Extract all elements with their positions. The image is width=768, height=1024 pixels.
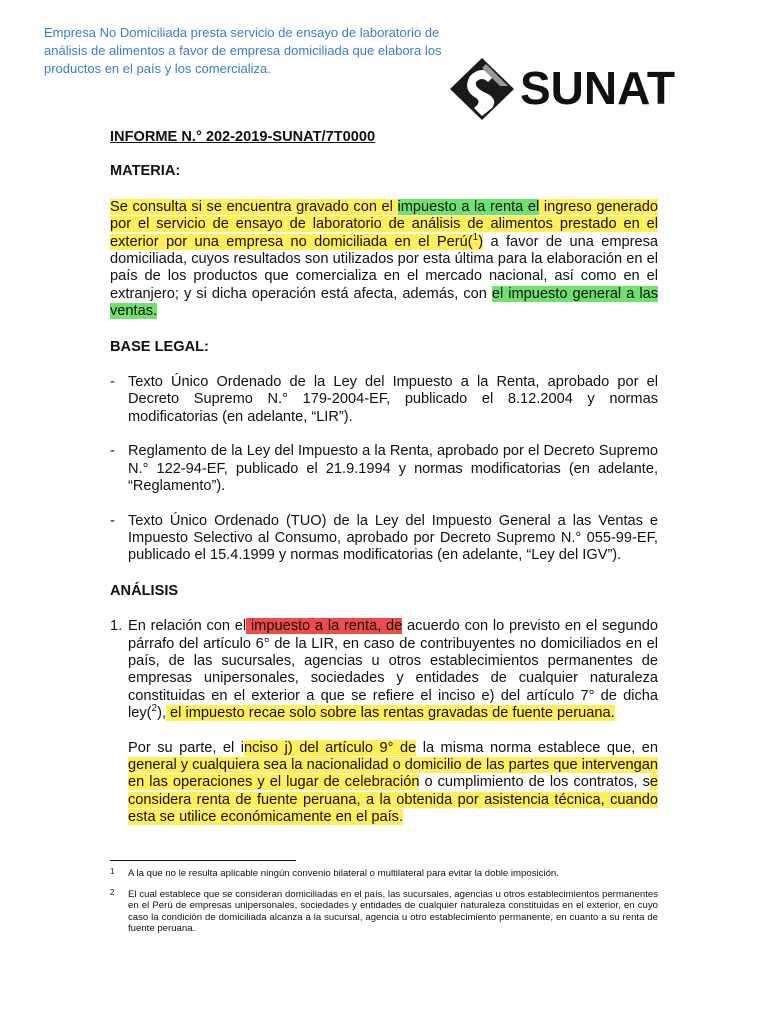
materia-paragraph: Se consulta si se encuentra gravado con el impuesto a la renta el ingreso generado por el servicio de ensayo de laboratorio de análisis de alimentos prestado en el exterior por una empresa no domiciliada en el Perú($^1$) a favor de una empresa domiciliada, cuyos resultados son utilizados por esta última para la elaboración en el país de los productos que comercializa en el mercado nacional, así como en el extranjero; y si dicha operación está afecta, además, con el impuesto general a las ventas. (110, 198, 658, 320)
footnote-ref: 2 (151, 703, 158, 715)
footnotes (110, 868, 658, 944)
header-note: Empresa No Domiciliada presta servicio de ensayo de laboratorio de análisis de alimentos a favor de empresa domiciliada que elabora los productos en el país y los comercializa. (44, 25, 442, 76)
footnote-divider (110, 860, 296, 861)
base-legal-list (110, 374, 658, 565)
analisis-paragraph-2: Por su parte, el inciso j) del artículo 9° de la misma norma establece que, en general y cualquiera sea la nacionalidad o domicilio de las partes que intervengan en las operaciones y el lugar de celebración o cumplimiento de los contratos, se considera renta de fuente peruana, a la obtenida por asistencia técnica, cuando esta se utilice económicamente en el país. (128, 739, 658, 826)
logo-wordmark: SUNAT (520, 62, 676, 114)
list-item: - Texto Único Ordenado (TUO) de la Ley del Impuesto General a las Ventas e Impuesto Selectivo al Consumo, aprobado por Decreto Supremo N.° 055-99-EF, publicado el 15.4.1999 y normas modificatorias (en adelante, “Ley del IGV”). (110, 512, 658, 564)
footnote-ref: 1 (472, 231, 479, 243)
report-title: INFORME N.° 202-2019-SUNAT/7T0000 (110, 129, 376, 145)
analisis-heading: ANÁLISIS (110, 582, 179, 599)
sunat-emblem-icon (448, 56, 516, 122)
list-item: - Texto Único Ordenado de la Ley del Impuesto a la Renta, aprobado por el Decreto Supremo N.° 179-2004-EF, publicado el 8.12.2004 y normas modificatorias (en adelante, “LIR”). (110, 374, 658, 425)
sunat-logo (448, 56, 710, 122)
materia-heading: MATERIA: (110, 163, 181, 180)
base-legal-heading: BASE LEGAL: (110, 338, 209, 355)
footnote: 1 A la que no le resulta aplicable ningún convenio bilateral o multilateral para evitar la doble imposición. (110, 867, 559, 879)
list-item: - Reglamento de la Ley del Impuesto a la Renta, aprobado por el Decreto Supremo N.° 122-94-EF, publicado el 21.9.1994 y normas modificatorias (en adelante, “Reglamento”). (110, 443, 658, 495)
list-item: 1. En relación con el impuesto a la renta, de acuerdo con lo previsto en el segundo párrafo del artículo 6° de la LIR, en caso de contribuyentes no domiciliados en el país, de las sucursales, agencias u otros establecimientos permanentes de empresas unipersonales, sociedades y entidades de cualquier naturaleza constituidas en el exterior a que se refiere el inciso e) del artículo 7° de dicha ley($^2$), el impuesto recae solo sobre las rentas gravadas de fuente peruana. Por su parte, el inciso j) del artículo 9° de la misma norma establece que, en general y cualquiera sea la nacionalidad o domicilio de las partes que intervengan en las operaciones y el lugar de celebración o cumplimiento de los contratos, se considera renta de fuente peruana, a la obtenida por asistencia técnica, cuando esta se utilice económicamente en el país. (110, 618, 658, 826)
document-body (110, 129, 658, 827)
footnote: 2 El cual establece que se consideran domiciliadas en el país, las sucursales, agencias u otros establecimientos permanentes en el Perú de empresas unipersonales, sociedades y entidades de cualquier naturaleza constituidas en el exterior, en cuyo caso la condición de domiciliada alcanza a la sucursal, agencia u otro establecimiento permanente, en cuanto a su renta de fuente peruana. (110, 887, 658, 934)
analisis-list (110, 618, 658, 826)
